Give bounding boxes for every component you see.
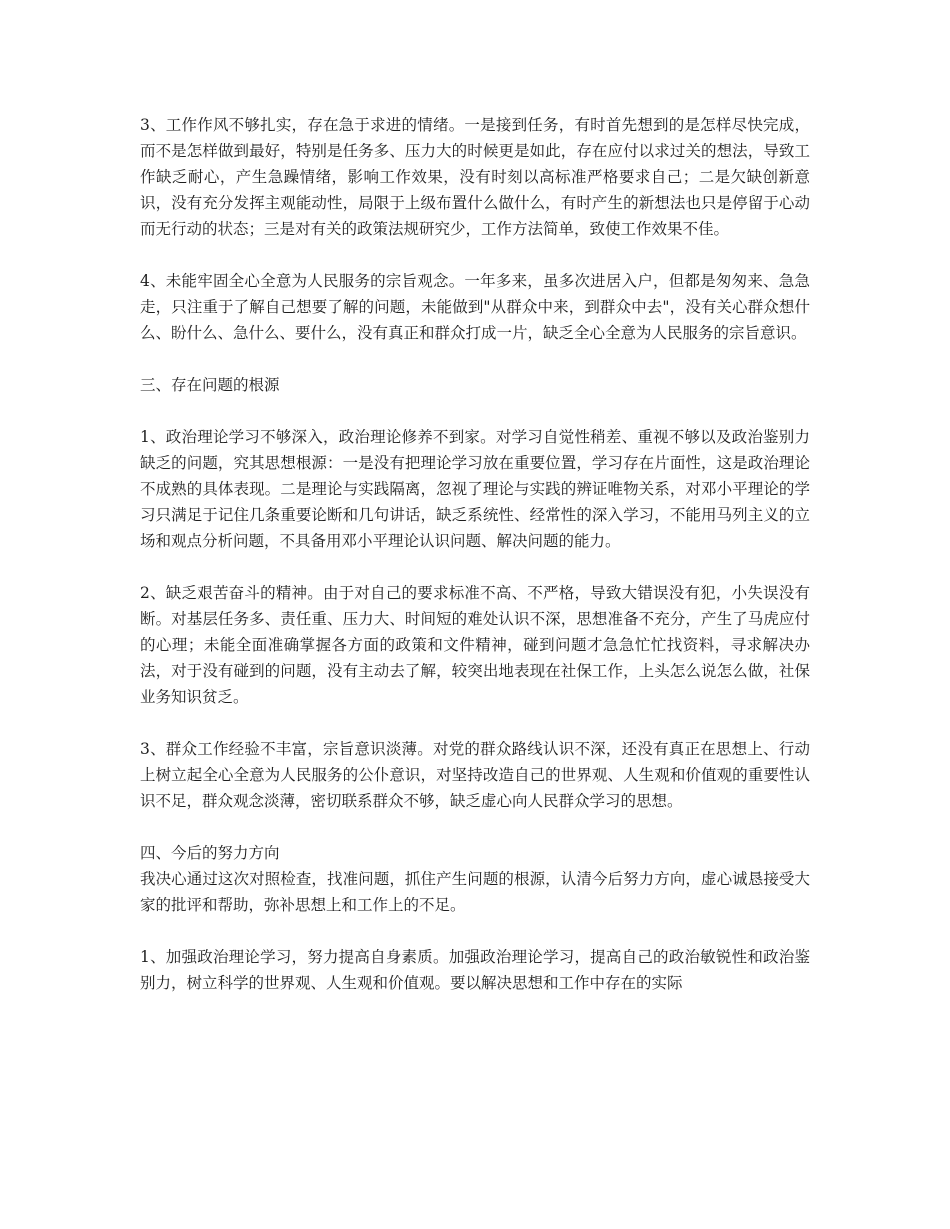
paragraph-hard-work: 2、缺乏艰苦奋斗的精神。由于对自己的要求标准不高、不严格，导致大错误没有犯，小失误没有断。对基层任务多、责任重、压力大、时间短的难处认识不深，思想准备不充分，产生了马虎应付的心理；未能全面准确掌握各方面的政策和文件精神，碰到问题才急急忙忙找资料，寻求解决办法，对于没有碰到的问题，没有主动去了解，较突出地表现在社保工作，上头怎么说怎么做，社保业务知识贫乏。 xyxy=(140,584,810,706)
paragraph-gap xyxy=(140,710,810,736)
paragraph-gap xyxy=(140,814,810,840)
paragraph-gap xyxy=(140,918,810,944)
section-heading-future-direction: 四、今后的努力方向 xyxy=(140,844,280,862)
document-page xyxy=(140,112,810,996)
paragraph-service-concept: 4、未能牢固全心全意为人民服务的宗旨观念。一年多来，虽多次进居入户，但都是匆匆来、急急走，只注重于了解自己想要了解的问题，未能做到"从群众中来，到群众中去"，没有关心群众想什么、盼什么、急什么、要什么，没有真正和群众打成一片，缺乏全心全意为人民服务的宗旨意识。 xyxy=(140,272,810,342)
paragraph-gap xyxy=(140,242,810,268)
paragraph-strengthen-study: 1、加强政治理论学习，努力提高自身素质。加强政治理论学习，提高自己的政治敏锐性和政治鉴别力，树立科学的世界观、人生观和价值观。要以解决思想和工作中存在的实际 xyxy=(140,948,810,992)
paragraph-mass-work: 3、群众工作经验不丰富，宗旨意识淡薄。对党的群众路线认识不深，还没有真正在思想上、行动上树立起全心全意为人民服务的公仆意识，对坚持改造自己的世界观、人生观和价值观的重要性认识不足，群众观念淡薄，密切联系群众不够，缺乏虚心向人民群众学习的思想。 xyxy=(140,740,810,810)
paragraph-theory-study: 1、政治理论学习不够深入，政治理论修养不到家。对学习自觉性稍差、重视不够以及政治鉴别力缺乏的问题，究其思想根源：一是没有把理论学习放在重要位置，学习存在片面性，这是政治理论不成熟的具体表现。二是理论与实践隔离，忽视了理论与实践的辨证唯物关系，对邓小平理论的学习只满足于记住几条重要论断和几句讲话，缺乏系统性、经常性的深入学习，不能用马列主义的立场和观点分析问题，不具备用邓小平理论认识问题、解决问题的能力。 xyxy=(140,428,810,550)
paragraph-gap xyxy=(140,554,810,580)
section-heading-root-causes: 三、存在问题的根源 xyxy=(140,376,280,394)
paragraph-gap xyxy=(140,346,810,372)
paragraph-gap xyxy=(140,398,810,424)
paragraph-work-style: 3、工作作风不够扎实，存在急于求进的情绪。一是接到任务，有时首先想到的是怎样尽快完成，而不是怎样做到最好，特别是任务多、压力大的时候更是如此，存在应付以求过关的想法，导致工作缺乏耐心，产生急躁情绪，影响工作效果，没有时刻以高标准严格要求自己；二是欠缺创新意识，没有充分发挥主观能动性，局限于上级布置什么做什么，有时产生的新想法也只是停留于心动而无行动的状态；三是对有关的政策法规研究少，工作方法简单，致使工作效果不佳。 xyxy=(140,116,810,238)
paragraph-resolution: 我决心通过这次对照检查，找准问题，抓住产生问题的根源，认清今后努力方向，虚心诚恳接受大家的批评和帮助，弥补思想上和工作上的不足。 xyxy=(140,870,810,914)
